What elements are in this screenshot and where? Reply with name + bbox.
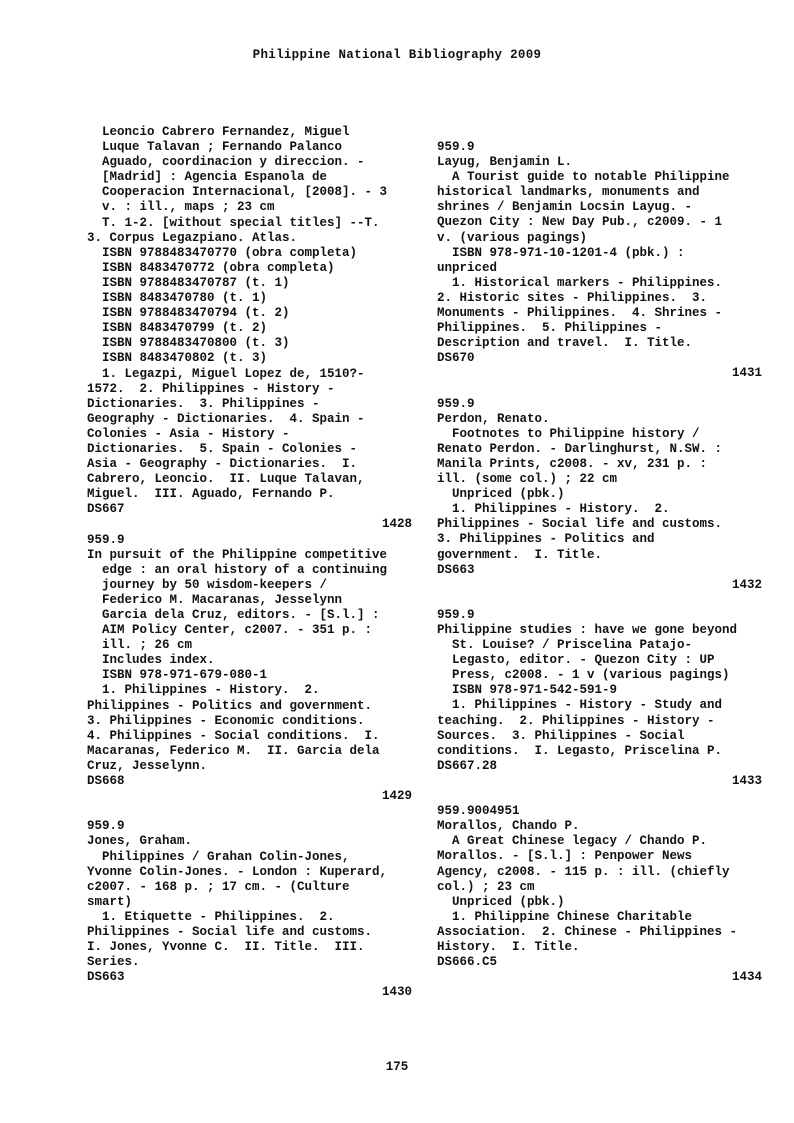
entry-line: AIM Policy Center, c2007. - 351 p. : [87, 623, 373, 638]
entry-line: [Madrid] : Agencia Espanola de [87, 170, 328, 185]
entry-line: 959.9 [87, 532, 125, 547]
entry-line: History. I. Title. [437, 939, 580, 954]
entry-line: Philippines - Social life and customs. [437, 517, 723, 532]
entry-line: Federico M. Macaranas, Jesselynn [87, 592, 343, 607]
entry-line: Monuments - Philippines. 4. Shrines - [437, 306, 723, 321]
entry-line: Macaranas, Federico M. II. Garcia dela [87, 743, 380, 758]
entry-line: smart) [87, 894, 133, 909]
entry-line: teaching. 2. Philippines - History - [437, 713, 715, 728]
entry-line: Leoncio Cabrero Fernandez, Miguel [87, 125, 350, 139]
entry-line: DS667.28 [437, 758, 498, 773]
entry-line: Jones, Graham. [87, 834, 193, 849]
entry-line: Yvonne Colin-Jones. - London : Kuperard, [87, 864, 388, 879]
entry-line: ill. ; 26 cm [87, 638, 193, 653]
entry-line: 959.9 [437, 140, 475, 154]
entry-line: 1. Historical markers - Philippines. [437, 275, 723, 290]
entry-line: 1. Philippines - History. 2. [87, 683, 320, 698]
entry-line: 4. Philippines - Social conditions. I. [87, 728, 380, 743]
entry-line: DS668 [87, 774, 125, 789]
entry-line: 959.9 [87, 819, 125, 834]
right-column [437, 140, 762, 985]
entry-line: edge : an oral history of a continuing [87, 562, 388, 577]
entry-line: Unpriced (pbk.) [437, 487, 565, 502]
entry-line: Association. 2. Chinese - Philippines - [437, 924, 738, 939]
entry-spacer [87, 804, 412, 819]
entry-line: A Great Chinese legacy / Chando P. [437, 834, 708, 849]
entry-line: Philippines - Politics and government. [87, 698, 373, 713]
entry-line: col.) ; 23 cm [437, 879, 535, 894]
entry-line: Morallos, Chando P. [437, 819, 580, 834]
entry-line: 3. Philippines - Economic conditions. [87, 713, 365, 728]
entry-line: ISBN 978-971-679-080-1 [87, 668, 268, 683]
entry-line: Philippine studies : have we gone beyond [437, 623, 738, 637]
entry-line: 2. Historic sites - Philippines. 3. [437, 290, 708, 305]
entry-number: 1432 [731, 577, 762, 592]
entry-line: Dictionaries. 3. Philippines - [87, 396, 320, 411]
entry-number: 1430 [381, 985, 412, 1000]
entry-line: Footnotes to Philippine history / [437, 426, 700, 441]
entry-line: Luque Talavan ; Fernando Palanco [87, 140, 343, 155]
entry-line: T. 1-2. [without special titles] --T. [87, 215, 380, 230]
entry-line: Aguado, coordinacion y direccion. - [87, 155, 365, 170]
entry-line: historical landmarks, monuments and [437, 185, 700, 200]
entry-line: Quezon City : New Day Pub., c2009. - 1 [437, 215, 723, 230]
entry-line: DS670 [437, 351, 475, 366]
entry-line: Garcia dela Cruz, editors. - [S.l.] : [87, 608, 380, 622]
entry-line: Legasto, editor. - Quezon City : UP [437, 653, 715, 668]
entry-line: Sources. 3. Philippines - Social [437, 728, 685, 743]
left-column [87, 125, 412, 1000]
entry-line: 1. Philippines - History - Study and [437, 698, 723, 713]
entry-line: Cabrero, Leoncio. II. Luque Talavan, [87, 472, 365, 487]
entry-line: Cooperacion Internacional, [2008]. - 3 [87, 185, 388, 200]
entry-number: 1431 [731, 366, 762, 381]
entry-spacer [437, 382, 762, 397]
entry-line: 3. Philippines - Politics and [437, 532, 655, 547]
entry-spacer [437, 593, 762, 608]
entry-number: 1428 [381, 517, 412, 532]
entry-line: 1. Philippines - History. 2. [437, 502, 670, 517]
entry-line: ISBN 9788483470794 (t. 2) [87, 306, 290, 321]
entry-line: Layug, Benjamin L. [437, 155, 573, 170]
page-header: Philippine National Bibliography 2009 [252, 48, 542, 62]
entry-line: Series. [87, 955, 140, 970]
entry-line: shrines / Benjamin Locsin Layug. - [437, 200, 693, 215]
entry-spacer [437, 789, 762, 804]
entry-line: Philippines - Social life and customs. [87, 924, 373, 939]
entry-line: DS667 [87, 502, 125, 517]
entry-line: ISBN 8483470780 (t. 1) [87, 291, 268, 306]
entry-line: v. (various pagings) [437, 230, 588, 245]
entry-line: Philippines / Grahan Colin-Jones, [87, 849, 350, 864]
entry-line: Colonies - Asia - History - [87, 426, 290, 441]
entry-number: 1433 [731, 773, 762, 788]
entry-line: ill. (some col.) ; 22 cm [437, 472, 618, 487]
entry-line: 1572. 2. Philippines - History - [87, 381, 335, 396]
entry-line: I. Jones, Yvonne C. II. Title. III. [87, 940, 365, 955]
entry-line: ISBN 978-971-542-591-9 [437, 683, 618, 698]
entry-line: 959.9004951 [437, 804, 520, 819]
entry-line: ISBN 8483470772 (obra completa) [87, 260, 335, 275]
entry-line: government. I. Title. [437, 547, 603, 562]
entry-line: Asia - Geography - Dictionaries. I. [87, 457, 358, 472]
entry-line: Morallos. - [S.l.] : Penpower News [437, 849, 693, 864]
entry-line: Philippines. 5. Philippines - [437, 321, 663, 336]
entry-line: ISBN 9788483470787 (t. 1) [87, 275, 290, 290]
entry-line: DS663 [437, 562, 475, 577]
entry-line: Dictionaries. 5. Spain - Colonies - [87, 441, 358, 456]
entry-line: conditions. I. Legasto, Priscelina P. [437, 743, 723, 758]
entry-line: c2007. - 168 p. ; 17 cm. - (Culture [87, 879, 350, 894]
entry-line: v. : ill., maps ; 23 cm [87, 200, 275, 215]
entry-line: 3. Corpus Legazpiano. Atlas. [87, 230, 298, 245]
entry-number: 1434 [731, 970, 762, 985]
entry-line: Cruz, Jesselynn. [87, 758, 208, 773]
entry-line: A Tourist guide to notable Philippine [437, 170, 730, 185]
entry-line: Miguel. III. Aguado, Fernando P. [87, 487, 335, 502]
entry-line: Manila Prints, c2008. - xv, 231 p. : [437, 456, 708, 471]
entry-line: journey by 50 wisdom-keepers / [87, 577, 328, 592]
entry-line: 959.9 [437, 607, 475, 622]
entry-line: ISBN 8483470799 (t. 2) [87, 321, 268, 336]
entry-line: ISBN 978-971-10-1201-4 (pbk.) : [437, 245, 685, 260]
entry-line: Renato Perdon. - Darlinghurst, N.SW. : [437, 441, 723, 456]
entry-line: unpriced [437, 260, 498, 275]
entry-line: ISBN 8483470802 (t. 3) [87, 351, 268, 366]
entry-line: Geography - Dictionaries. 4. Spain - [87, 411, 365, 426]
entry-line: ISBN 9788483470800 (t. 3) [87, 336, 290, 351]
entry-line: 1. Philippine Chinese Charitable [437, 909, 693, 924]
entry-line: Agency, c2008. - 115 p. : ill. (chiefly [437, 864, 730, 879]
entry-line: St. Louise? / Priscelina Patajo- [437, 638, 693, 653]
entry-line: ISBN 9788483470770 (obra completa) [87, 245, 358, 260]
entry-number: 1429 [381, 789, 412, 804]
entry-line: In pursuit of the Philippine competitive [87, 547, 388, 562]
entry-line: 959.9 [437, 396, 475, 411]
entry-line: DS666.C5 [437, 955, 498, 970]
entry-line: 1. Etiquette - Philippines. 2. [87, 909, 335, 924]
entry-line: Includes index. [87, 653, 215, 668]
entry-line: DS663 [87, 970, 125, 985]
entry-line: Press, c2008. - 1 v (various pagings) [437, 668, 730, 683]
entry-line: Description and travel. I. Title. [437, 336, 693, 351]
entry-line: Unpriced (pbk.) [437, 894, 565, 909]
page-number: 175 [385, 1060, 409, 1074]
entry-line: Perdon, Renato. [437, 411, 550, 426]
entry-line: 1. Legazpi, Miguel Lopez de, 1510?- [87, 366, 365, 381]
